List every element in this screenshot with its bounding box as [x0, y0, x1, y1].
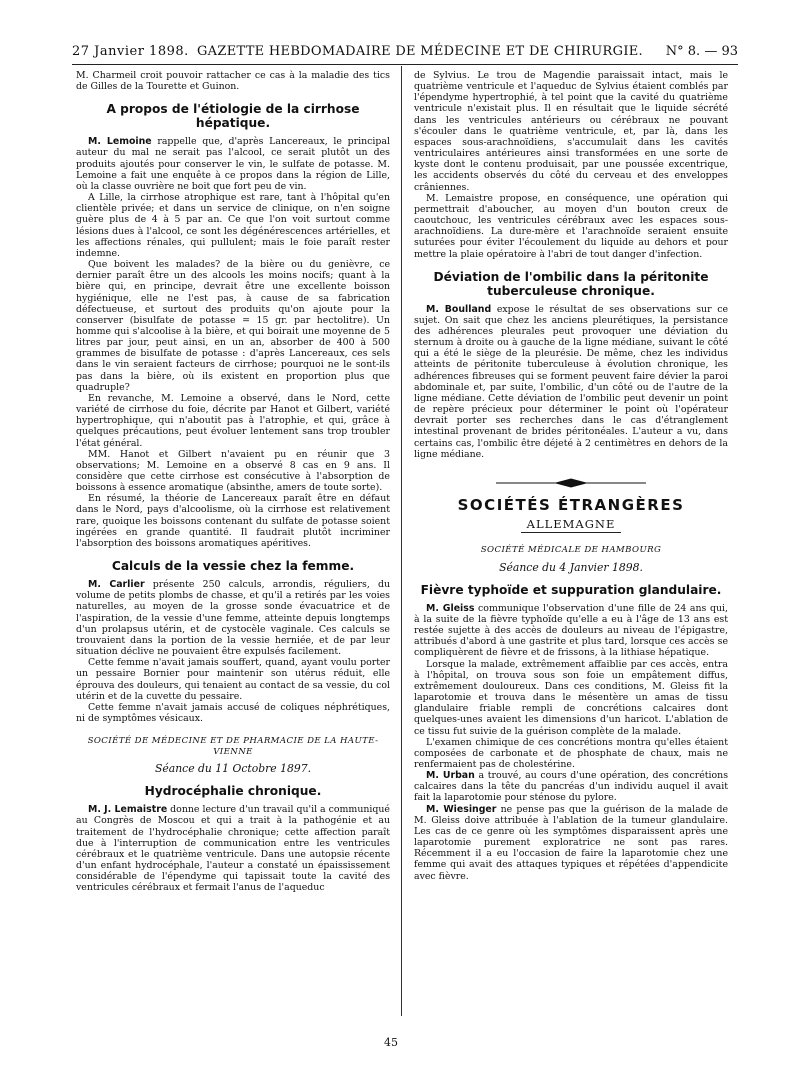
section-title-hydrocephalie: Hydrocéphalie chronique.	[144, 784, 322, 799]
running-header	[72, 42, 738, 62]
paragraph: En résumé, la théorie de Lancereaux paraît être en défaut dans le Nord, pays d'alcoolisme, où la cirrhose est relativement rare, quoique les boissons contenant du sulfate de potasse soient ingérées en grande quantité. Il faudrait plutôt incriminer l'absorption des boissons aromatiques apéritives.	[76, 493, 390, 549]
country-heading: ALLEMAGNE	[526, 517, 616, 531]
ornament-divider	[496, 478, 646, 488]
country-rule	[521, 532, 621, 533]
header-issue-number: N° 8. — 93	[665, 44, 738, 59]
foreign-societies-heading: SOCIÉTÉS ÉTRANGÈRES	[457, 495, 685, 514]
right-column	[414, 70, 728, 882]
paragraph: Cette femme n'avait jamais souffert, quand, ayant voulu porter un pessaire Bornier pour maintenir son utérus réduit, elle éprouva des douleurs, qui tenaient au contact de sa vessie, du col utérin et de la cuvette du pessaire.	[76, 657, 390, 702]
intro-paragraph: M. Charmeil croit pouvoir rattacher ce cas à la maladie des tics de Gilles de la Tourette et Guinon.	[76, 70, 390, 93]
paragraph: A Lille, la cirrhose atrophique est rare, tant à l'hôpital qu'en clientèle privée; et dans un service de clinique, on n'en soigne guère plus de 4 à 5 par an. Ce que l'on voit surtout comme lésions dues à l'alcool, ce sont les dégénérescences artérielles, et les affections rénales, qui pullulent; mais le foie paraît rester indemne.	[76, 192, 390, 259]
paragraph: de Sylvius. Le trou de Magendie paraissait intact, mais le quatrième ventricule et l'aqueduc de Sylvius étaient comblés par l'épendyme hypertrophié, à tel point que la cavité du quatrième ventricule n'existait plus. Il en résultait que le liquide sécrété dans les ventricules antérieurs ou cérébraux ne pouvant s'écouler dans le quatrième ventricule, et, par là, dans les espaces sous-arachnoïdiens, s'accumulait dans les cavités ventriculaires antérieures ainsi transformées en une sorte de kyste dont le contenu produisait, par une poussée excentrique, les accidents observés du côté du cerveau et des enveloppes crâniennes.	[414, 70, 728, 193]
paragraph: MM. Hanot et Gilbert n'avaient pu en réunir que 3 observations; M. Lemoine en a observé 8 cas en 9 ans. Il considère que cette cirrhose est consécutive à l'absorption de boissons à essence aromatique (absinthe, amers de toute sorte).	[76, 448, 390, 494]
paragraph: Que boivent les malades? de la bière ou du genièvre, ce dernier paraît être un des alcools les moins nocifs; quant à la bière qui, en principe, devrait être une excellente boisson hygiénique, elle ne l'est pas, à cause de sa fabrication défectueuse, et surtout des produits qu'on ajoute pour la conserver (bisulfate de potasse = 15 gr. par hectolitre). Un homme qui s'alcoolise à la bière, et qui boirait une moyenne de 5 litres par jour, peut ainsi, en un an, absorber de 400 à 500 grammes de bisulfate de potasse : d'après Lancereaux, ces sels dans le vin seraient facteurs de cirrhose; pourquoi ne le sont-ils pas dans la bière, où ils existent en proportion plus que quadruple?	[76, 259, 390, 393]
speaker-name: M. Gleiss	[426, 602, 475, 614]
paragraph: En revanche, M. Lemoine a observé, dans le Nord, cette variété de cirrhose du foie, décrite par Hanot et Gilbert, variété hypertrophique, qui n'aboutit pas à l'atrophie, et qui, grâce à quelques précautions, peut évoluer lentement sans trop troubler l'état général.	[76, 392, 390, 449]
speaker-name: M. Carlier	[88, 579, 145, 591]
session-date: Séance du 4 Janvier 1898.	[499, 560, 643, 574]
header-rule	[72, 64, 738, 65]
header-journal-title: GAZETTE HEBDOMADAIRE DE MÉDECINE ET DE CHIRURGIE.	[197, 44, 643, 59]
session-date: Séance du 11 Octobre 1897.	[154, 762, 312, 776]
speaker-name: M. Lemoine	[88, 136, 152, 148]
paragraph: M. Carlier présente 250 calculs, arrondis, réguliers, du volume de petits plombs de chasse, et qu'il a retirés par les voies naturelles, au moyen de la grosse sonde évacuatrice et de l'aspiration, de la vessie d'une femme, atteinte depuis longtemps d'un prolapsus utérin, et de cystocèle vaginale. Ces calculs se trouvaient dans la portion de la vessie herniée, et de par leur situation déclive ne pouvaient être expulsés facilement.	[76, 579, 390, 658]
paragraph: Cette femme n'avait jamais accusé de coliques néphrétiques, ni de symptômes vésicaux.	[76, 701, 390, 724]
section-title-calculs: Calculs de la vessie chez la femme.	[111, 559, 355, 574]
paragraph: L'examen chimique de ces concrétions montra qu'elles étaient composées de carbonate et de phosphate de chaux, mais ne renfermaient pas de cholestérine.	[414, 736, 728, 770]
left-column	[76, 70, 390, 894]
column-divider	[401, 66, 402, 1016]
paragraph: M. Lemoine rappelle que, d'après Lancereaux, le principal auteur du mal ne serait pas l'alcool, ce serait plutôt un des produits ajoutés pour conserver le vin, le sulfate de potasse. M. Lemoine a fait une enquête à ce propos dans la région de Lille, où la classe ouvrière ne boit que fort peu de vin.	[76, 136, 390, 192]
section-title-cirrhose: A propos de l'étiologie de la cirrhose hépatique.	[106, 102, 360, 131]
paragraph: M. Wiesinger ne pense pas que la guérison de la malade de M. Gleiss doive attribuée à l'ablation de la tumeur glandulaire. Les cas de ce genre où les symptômes disparaissent après une laparotomie purement exploratrice ne sont pas rares. Récemment il a eu l'occasion de faire la laparotomie chez une femme qui avait des attaques typiques et répétées d'appendicite avec fièvre.	[414, 803, 728, 882]
speaker-name: M. Boulland	[426, 303, 492, 315]
speaker-name: M. Urban	[426, 770, 475, 782]
section-title-ombilic: Déviation de l'ombilic dans la péritonite tuberculeuse chronique.	[433, 269, 709, 298]
society-name: SOCIÉTÉ DE MÉDECINE ET DE PHARMACIE DE LA HAUTE-VIENNE	[87, 736, 379, 757]
paragraph: M. J. Lemaistre donne lecture d'un travail qu'il a communiqué au Congrès de Moscou et qui a trait à la pathogénie et au traitement de l'hydrocéphalie chronique; cette affection paraît due à l'interruption de communication entre les ventricules cérébraux et le quatrième ventricule. Dans une autopsie récente d'un enfant hydrocéphale, l'auteur a constaté un épaississement considérable de l'épendyme qui tapissait toute la cavité des ventricules cérébraux et fermait l'anus de l'aqueduc	[76, 804, 390, 894]
paragraph: M. Urban a trouvé, au cours d'une opération, des concrétions calcaires dans la tête du pancréas d'un individu auquel il avait fait la laparotomie pour sténose du pylore.	[414, 770, 729, 804]
header-date: 27 Janvier 1898.	[72, 44, 189, 59]
society-name: SOCIÉTÉ MÉDICALE DE HAMBOURG	[480, 545, 662, 556]
page-folio: 45	[384, 1036, 398, 1049]
paragraph: M. Boulland expose le résultat de ses observations sur ce sujet. On sait que chez les anciens pleurétiques, la persistance des adhérences pleurales peut provoquer une déviation du sternum à droite ou à gauche de la ligne médiane, suivant le côté qui a été le siège de la pleurésie. De même, chez les individus atteints de péritonite tuberculeuse à évolution chronique, les adhérences fibreuses qui se forment peuvent faire dévier la paroi abdominale et, par suite, l'ombilic, d'un côté ou de l'autre de la ligne médiane. Cette déviation de l'ombilic peut devenir un point de repère précieux pour déterminer le point où l'opérateur devrait porter ses recherches dans le cas d'étranglement intestinal provenant de brides péritonéales. L'auteur a vu, dans certains cas, l'ombilic être déjeté à 2 centimètres en dehors de la ligne médiane.	[414, 303, 728, 460]
paragraph: Lorsque la malade, extrêmement affaiblie par ces accès, entra à l'hôpital, on trouva sous son foie un empâtement diffus, extrêmement douloureux. Dans ces conditions, M. Gleiss fit la laparotomie et trouva dans le mésentère un amas de tissu glandulaire friable rempli de concrétions calcaires dont quelques-unes avaient les dimensions d'un haricot. L'ablation de ce tissu fut suivie de la guérison complète de la malade.	[414, 658, 728, 737]
section-title-fievre: Fièvre typhoïde et suppuration glandulaire.	[420, 582, 722, 597]
paragraph: M. Lemaistre propose, en conséquence, une opération qui permettrait d'aboucher, au moyen d'un bouton creux de caoutchouc, les ventricules cérébraux avec les espaces sous-arachnoïdiens. La dure-mère et l'arachnoïde seraient ensuite suturées pour éviter l'écoulement du liquide au dehors et pour mettre la plaie opératoire à l'abri de tout danger d'infection.	[414, 192, 728, 260]
speaker-name: M. Wiesinger	[426, 803, 497, 815]
paragraph: M. Gleiss communique l'observation d'une fille de 24 ans qui, à la suite de la fièvre typhoïde qu'elle a eu à l'âge de 13 ans est restée sujette à des accès de douleurs au niveau de l'épigastre, attribués d'abord à une gastrite et plus tard, lorsque ces accès se compliquèrent de fièvre et de frissons, à la lithiase hépatique.	[414, 602, 728, 659]
speaker-name: M. J. Lemaistre	[88, 804, 168, 816]
